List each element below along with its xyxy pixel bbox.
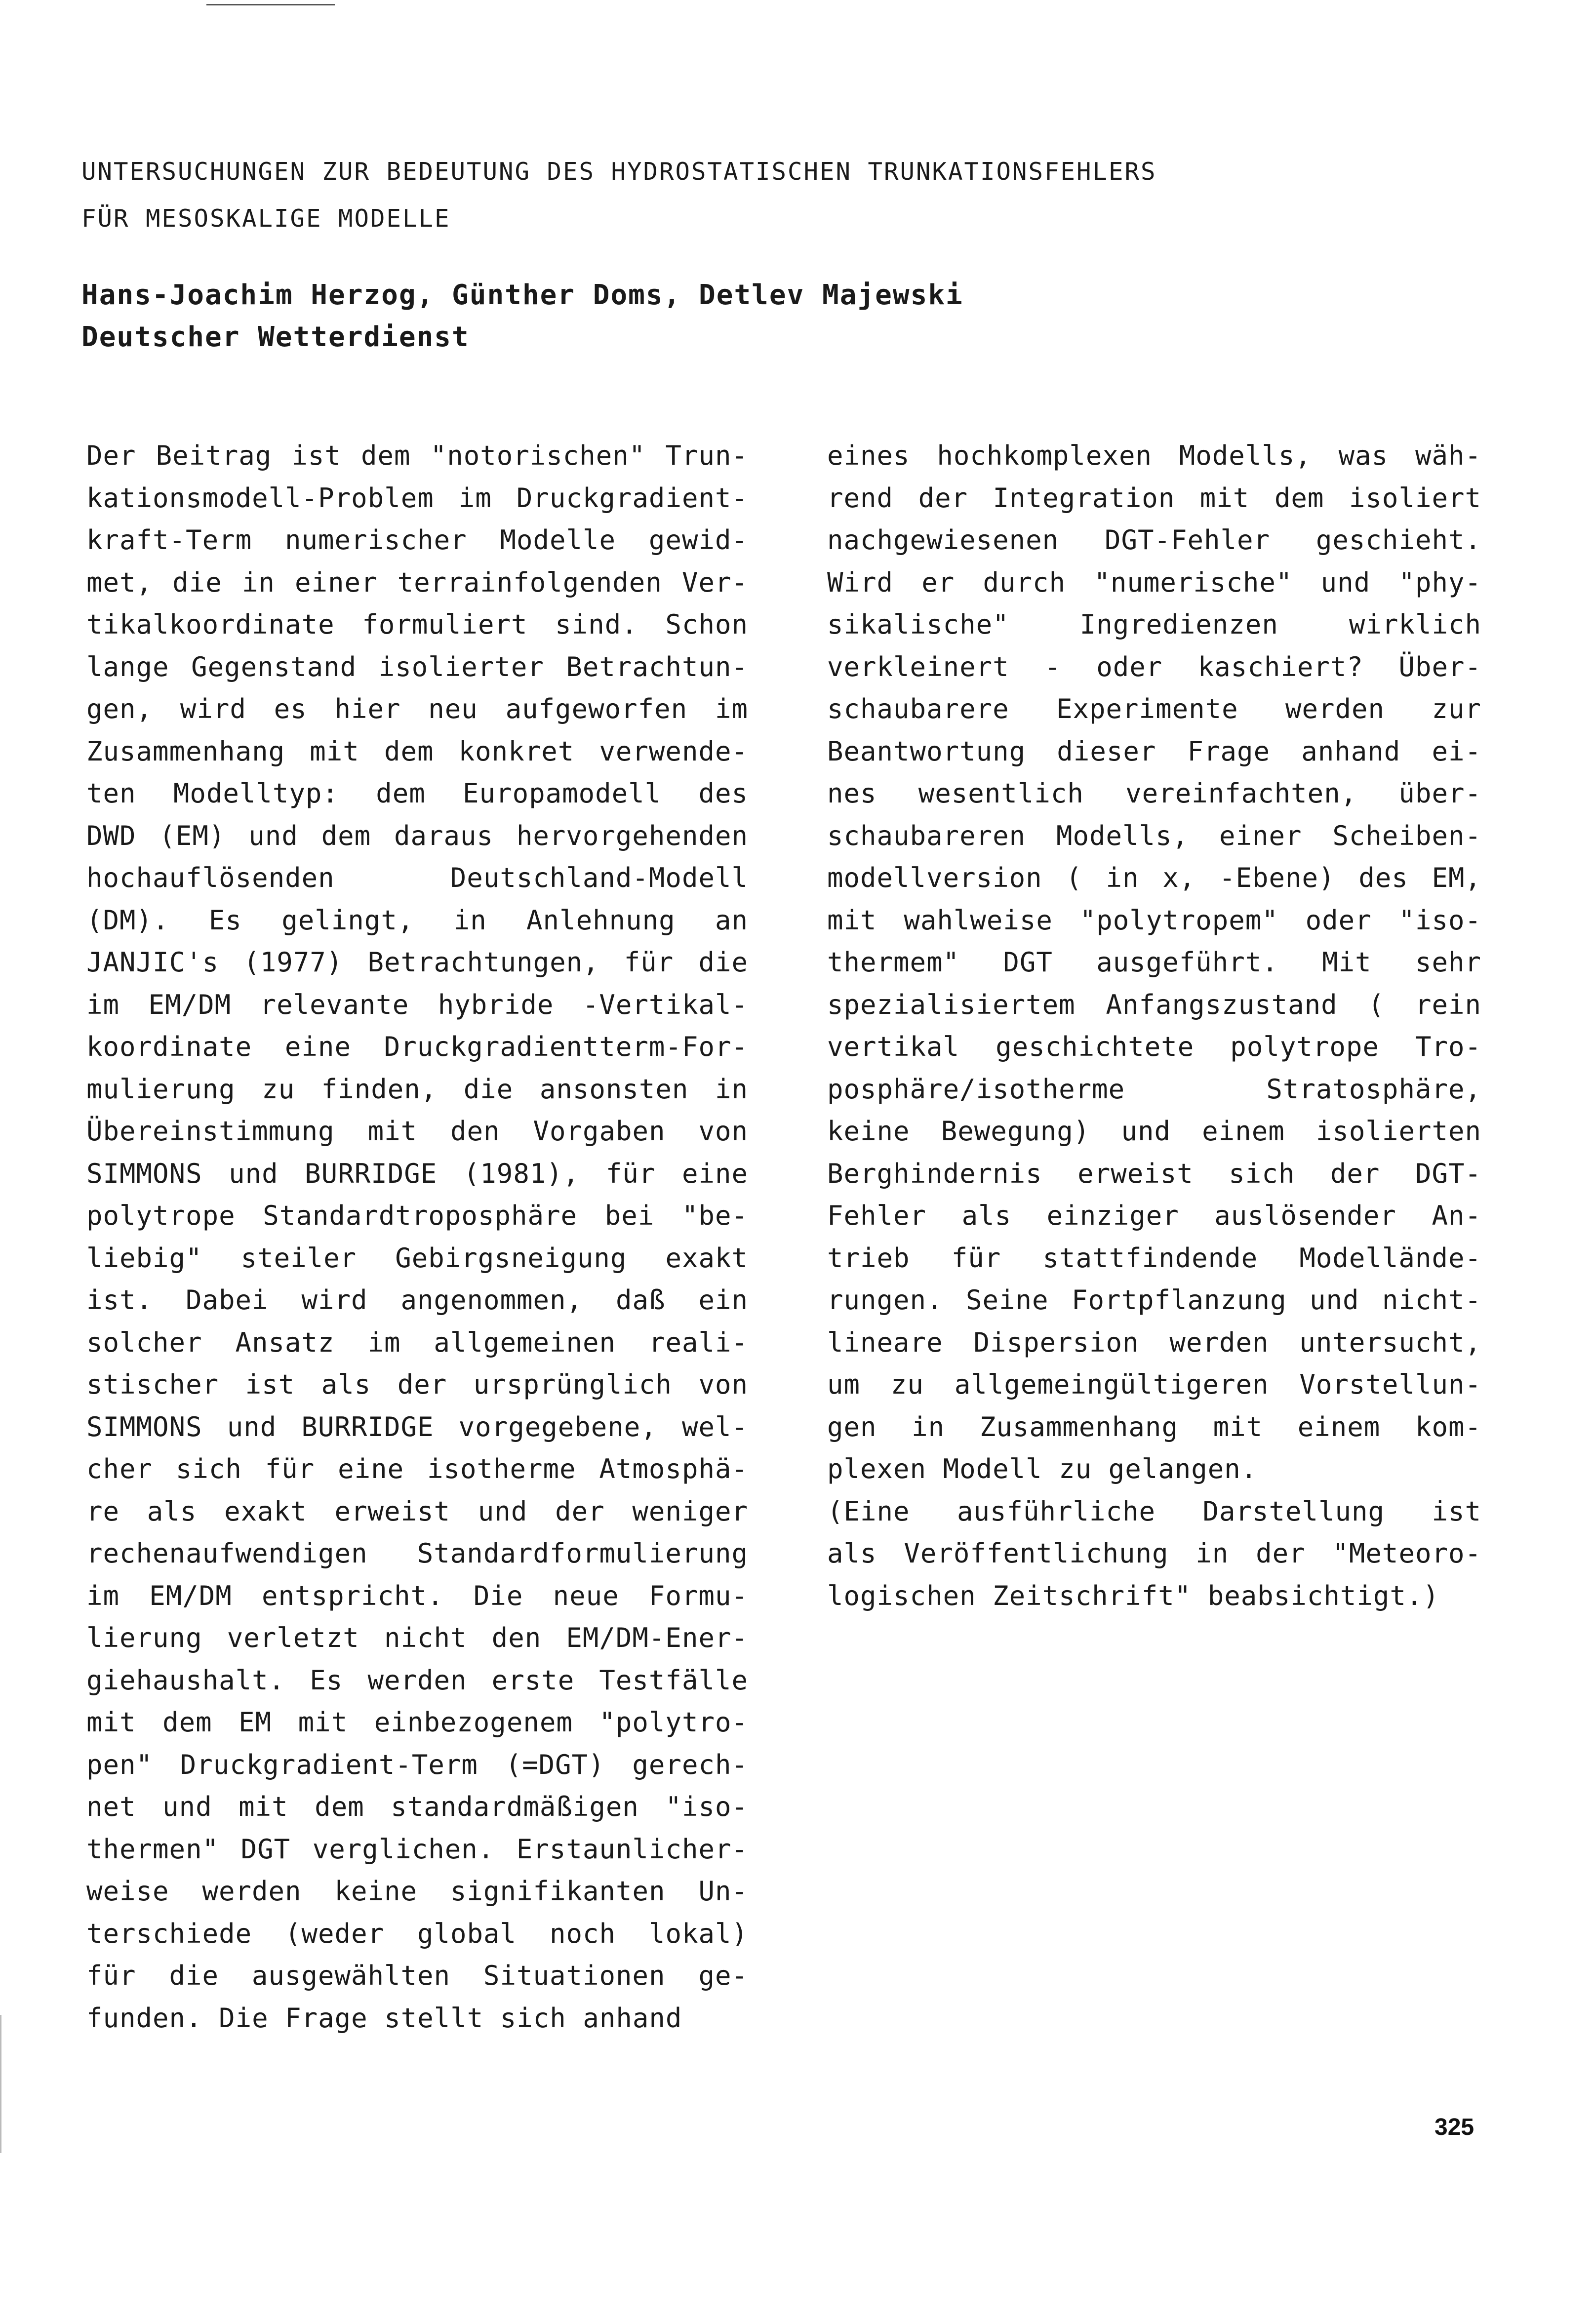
text-line: vertikal geschichtete polytrope Tro- <box>827 1031 1481 1062</box>
text-line: lange Gegenstand isolierter Betrachtun- <box>86 651 748 682</box>
text-line: pen" Druckgradient-Term (=DGT) gerech- <box>86 1749 748 1780</box>
text-line: posphäre/isotherme Stratosphäre, <box>827 1073 1481 1105</box>
text-line: spezialisiertem Anfangszustand ( rein <box>827 989 1481 1020</box>
text-line: keine Bewegung) und einem isolierten <box>827 1116 1481 1147</box>
text-line: polytrope Standardtroposphäre bei "be- <box>86 1200 748 1231</box>
text-line: Fehler als einziger auslösender An- <box>827 1200 1481 1231</box>
text-line: kationsmodell-Problem im Druckgradient- <box>86 482 748 514</box>
text-line: Beantwortung dieser Frage anhand ei- <box>827 735 1481 767</box>
text-line: SIMMONS und BURRIDGE vorgegebene, wel- <box>86 1411 748 1442</box>
text-line: stischer ist als der ursprünglich von <box>86 1369 748 1400</box>
text-line: weise werden keine signifikanten Un- <box>86 1876 748 1907</box>
text-line: SIMMONS und BURRIDGE (1981), für eine <box>86 1158 748 1189</box>
text-line: liebig" steiler Gebirgsneigung exakt <box>86 1242 748 1274</box>
text-line: trieb für stattfindende Modellände- <box>827 1242 1481 1274</box>
text-line: JANJIC's (1977) Betrachtungen, für die <box>86 947 748 978</box>
text-line: im EM/DM relevante hybride -Vertikal- <box>86 989 748 1020</box>
text-line: logischen Zeitschrift" beabsichtigt.) <box>827 1580 1439 1611</box>
text-line: DWD (EM) und dem daraus hervorgehenden <box>86 820 748 851</box>
text-line: verkleinert - oder kaschiert? Über- <box>827 651 1481 682</box>
text-line: terschiede (weder global noch lokal) <box>86 1918 748 1949</box>
text-line: Übereinstimmung mit den Vorgaben von <box>86 1116 748 1147</box>
text-line: rend der Integration mit dem isoliert <box>827 482 1481 514</box>
text-line: kraft-Term numerischer Modelle gewid- <box>86 524 748 556</box>
text-line: rungen. Seine Fortpflanzung und nicht- <box>827 1284 1481 1316</box>
text-line: tikalkoordinate formuliert sind. Schon <box>86 609 748 640</box>
text-line: ist. Dabei wird angenommen, daß ein <box>86 1284 748 1316</box>
page-number: 325 <box>1435 2114 1474 2140</box>
text-line: plexen Modell zu gelangen. <box>827 1453 1258 1484</box>
text-line: (Eine ausführliche Darstellung ist <box>827 1495 1481 1527</box>
text-line: lierung verletzt nicht den EM/DM-Ener- <box>86 1622 748 1653</box>
text-line: net und mit dem standardmäßigen "iso- <box>86 1791 748 1822</box>
text-line: solcher Ansatz im allgemeinen reali- <box>86 1326 748 1358</box>
text-line: sikalische" Ingredienzen wirklich <box>827 609 1481 640</box>
text-line: nes wesentlich vereinfachten, über- <box>827 778 1481 809</box>
text-line: cher sich für eine isotherme Atmosphä- <box>86 1453 748 1484</box>
text-line: schaubarere Experimente werden zur <box>827 693 1481 724</box>
text-line: schaubareren Modells, einer Scheiben- <box>827 820 1481 851</box>
top-rule <box>206 4 335 5</box>
text-line: koordinate eine Druckgradientterm-For- <box>86 1031 748 1062</box>
text-line: für die ausgewählten Situationen ge- <box>86 1960 748 1991</box>
text-line: re als exakt erweist und der weniger <box>86 1495 748 1527</box>
author-block <box>81 274 963 358</box>
text-line: eines hochkomplexen Modells, was wäh- <box>827 440 1481 471</box>
text-line: Zusammenhang mit dem konkret verwende- <box>86 735 748 767</box>
title-line-1: UNTERSUCHUNGEN ZUR BEDEUTUNG DES HYDROSTATISCHEN TRUNKATIONSFEHLERS <box>81 158 1157 186</box>
affiliation: Deutscher Wetterdienst <box>81 321 470 353</box>
text-line: thermem" DGT ausgeführt. Mit sehr <box>827 947 1481 978</box>
right-column <box>827 435 1481 1617</box>
text-line: um zu allgemeingültigeren Vorstellun- <box>827 1369 1481 1400</box>
text-line: ten Modelltyp: dem Europamodell des <box>86 778 748 809</box>
authors: Hans-Joachim Herzog, Günther Doms, Detlev Majewski <box>81 279 963 311</box>
text-line: funden. Die Frage stellt sich anhand <box>86 2002 682 2034</box>
margin-mark <box>0 2015 1 2153</box>
left-column <box>86 435 748 2039</box>
text-line: gen, wird es hier neu aufgeworfen im <box>86 693 748 724</box>
text-line: Der Beitrag ist dem "notorischen" Trun- <box>86 440 748 471</box>
paper-title <box>81 148 1157 242</box>
text-line: thermen" DGT verglichen. Erstaunlicher- <box>86 1833 748 1865</box>
text-line: giehaushalt. Es werden erste Testfälle <box>86 1664 748 1696</box>
text-line: mit wahlweise "polytropem" oder "iso- <box>827 904 1481 936</box>
text-line: (DM). Es gelingt, in Anlehnung an <box>86 904 748 936</box>
text-line: lineare Dispersion werden untersucht, <box>827 1326 1481 1358</box>
title-line-2: FÜR MESOSKALIGE MODELLE <box>81 204 451 233</box>
text-line: Wird er durch "numerische" und "phy- <box>827 566 1481 598</box>
text-line: rechenaufwendigen Standardformulierung <box>86 1538 748 1569</box>
text-line: Berghindernis erweist sich der DGT- <box>827 1158 1481 1189</box>
text-line: mulierung zu finden, die ansonsten in <box>86 1073 748 1105</box>
text-line: im EM/DM entspricht. Die neue Formu- <box>86 1580 748 1611</box>
text-line: mit dem EM mit einbezogenem "polytro- <box>86 1707 748 1738</box>
text-line: modellversion ( in x, -Ebene) des EM, <box>827 862 1481 893</box>
text-line: met, die in einer terrainfolgenden Ver- <box>86 566 748 598</box>
text-line: als Veröffentlichung in der "Meteoro- <box>827 1538 1481 1569</box>
text-line: hochauflösenden Deutschland-Modell <box>86 862 748 893</box>
text-line: gen in Zusammenhang mit einem kom- <box>827 1411 1481 1442</box>
text-line: nachgewiesenen DGT-Fehler geschieht. <box>827 524 1481 556</box>
